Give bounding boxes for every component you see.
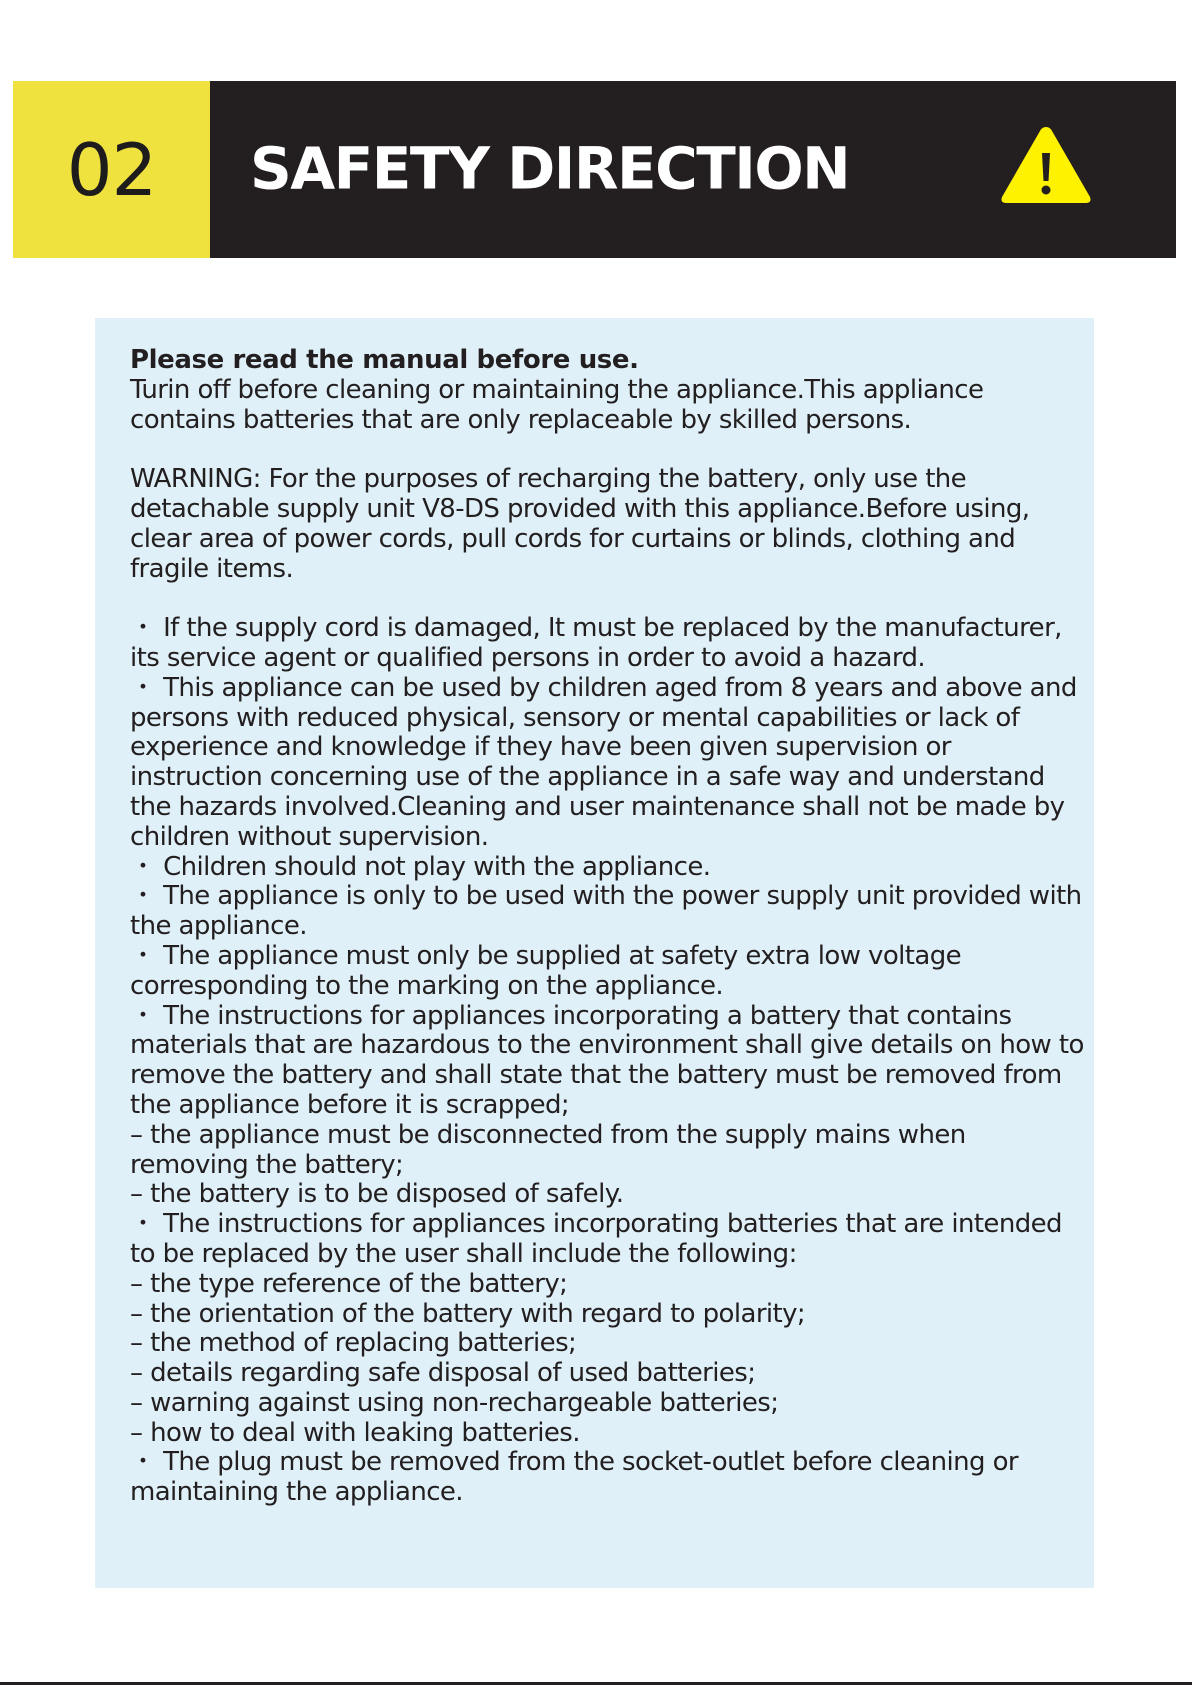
list-item: ・ The appliance must only be supplied at safety extra low voltage corresponding to the marking on the appliance. — [130, 940, 961, 1001]
list-item: ・ The plug must be removed from the socket-outlet before cleaning or maintaining the appliance. — [130, 1447, 1018, 1508]
list-item: ・ This appliance can be used by children aged from 8 years and above and persons with reduced physical, sensory or mental capabilities or lack of experience and knowledge if they have been given supervision or instruction concerning use of the appliance in a safe way and understand the hazards involved.Cleaning and user maintenance shall not be made by children without supervision. — [130, 672, 1077, 852]
instructions-text — [130, 346, 1085, 1508]
list-item: ・ The instructions for appliances incorporating a battery that contains materials that are hazardous to the environment shall give details on how to remove the battery and shall state that the battery must be removed from the appliance before it is scrapped; — [130, 1000, 1084, 1120]
intro-paragraph: Turin off before cleaning or maintaining the appliance.This appliance contains batteries that are only replaceable by skilled persons. — [130, 374, 984, 435]
list-item: ・ The appliance is only to be used with the power supply unit provided with the appliance. — [130, 881, 1082, 942]
instructions-heading: Please read the manual before use. — [130, 345, 639, 375]
list-item: – the type reference of the battery; — [130, 1268, 568, 1299]
list-item: – the appliance must be disconnected from the supply mains when removing the battery; — [130, 1119, 966, 1180]
section-header — [13, 81, 1176, 258]
list-item: – warning against using non-rechargeable batteries; — [130, 1387, 779, 1418]
list-item: ・ The instructions for appliances incorporating batteries that are intended to be replaced by the user shall include the following: — [130, 1209, 1062, 1269]
title-bar — [210, 81, 1176, 258]
list-item: – the battery is to be disposed of safely. — [130, 1179, 624, 1210]
list-item: – the orientation of the battery with regard to polarity; — [130, 1298, 806, 1329]
warning-triangle-icon — [998, 123, 1094, 207]
warning-paragraph: WARNING: For the purposes of recharging the battery, only use the detachable supply unit V8-DS provided with this appliance.Before using, clear area of power cords, pull cords for curtains or blinds, clothing and fragile items. — [130, 464, 1030, 584]
list-item: ・ Children should not play with the appliance. — [130, 851, 711, 882]
section-number: 02 — [13, 81, 210, 258]
instructions-panel — [95, 318, 1094, 1588]
list-item: – details regarding safe disposal of used batteries; — [130, 1358, 756, 1389]
list-item: – the method of replacing batteries; — [130, 1328, 577, 1359]
page-title: SAFETY DIRECTION — [250, 134, 850, 203]
list-item: ・ If the supply cord is damaged, It must be replaced by the manufacturer, its service agent or qualified persons in order to avoid a hazard. — [130, 613, 1062, 673]
list-item: – how to deal with leaking batteries. — [130, 1417, 580, 1448]
